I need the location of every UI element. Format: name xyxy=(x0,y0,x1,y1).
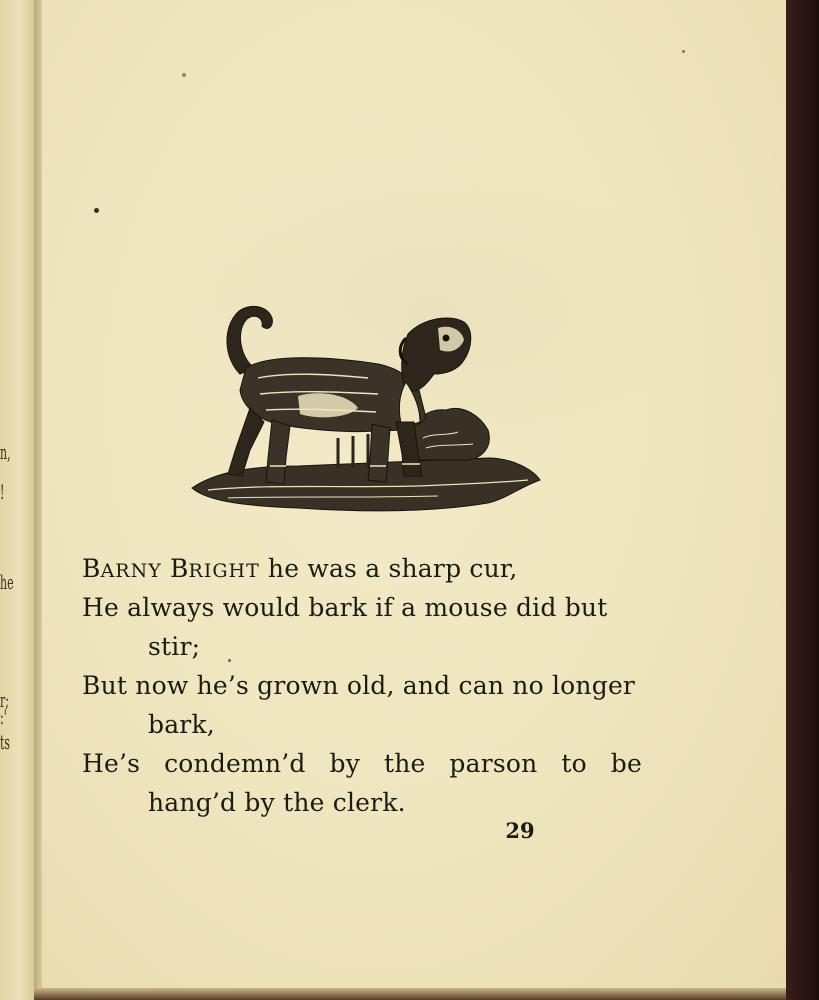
bleed-text: n, xyxy=(0,440,11,464)
dog-name xyxy=(82,554,260,583)
bleed-text: r; xyxy=(0,688,9,712)
poem-line-text: he was a sharp cur, xyxy=(267,554,518,583)
poem-line: But now he’s grown old, and can no longer xyxy=(82,671,636,700)
gutter xyxy=(34,0,42,1000)
poem-word: He’s xyxy=(82,749,141,778)
name-smallcaps: RIGHT xyxy=(188,560,260,582)
poem xyxy=(82,549,662,822)
page-number: 29 xyxy=(505,818,535,843)
poem-word: by xyxy=(329,749,361,778)
poem-line xyxy=(82,549,662,588)
poem-word: parson xyxy=(449,749,538,778)
poem-word: the xyxy=(383,749,426,778)
poem-word: to xyxy=(561,749,587,778)
speck xyxy=(182,73,186,77)
page-bottom-edge xyxy=(34,988,786,1000)
poem-line xyxy=(82,744,642,783)
poem-word: condemn’d xyxy=(164,749,306,778)
poem-line: He always would bark if a mouse did but xyxy=(82,593,608,622)
name-smallcaps: ARNY xyxy=(100,560,162,582)
bleed-text: ! xyxy=(0,480,5,504)
bleed-text: :' xyxy=(0,705,7,729)
poem-line: stir; xyxy=(148,632,201,661)
left-page-edge xyxy=(0,0,34,1000)
poem-word: be xyxy=(610,749,642,778)
bleed-text: he xyxy=(0,570,14,594)
poem-line: hang’d by the clerk. xyxy=(148,788,406,817)
name-initial: B xyxy=(169,554,189,583)
speck xyxy=(682,50,685,53)
poem-line: bark, xyxy=(148,710,215,739)
bleed-text: ts xyxy=(0,730,11,754)
name-initial: B xyxy=(82,554,101,583)
book-cover-edge xyxy=(786,0,819,1000)
speck xyxy=(94,208,99,213)
dog-woodcut-icon xyxy=(188,298,544,520)
